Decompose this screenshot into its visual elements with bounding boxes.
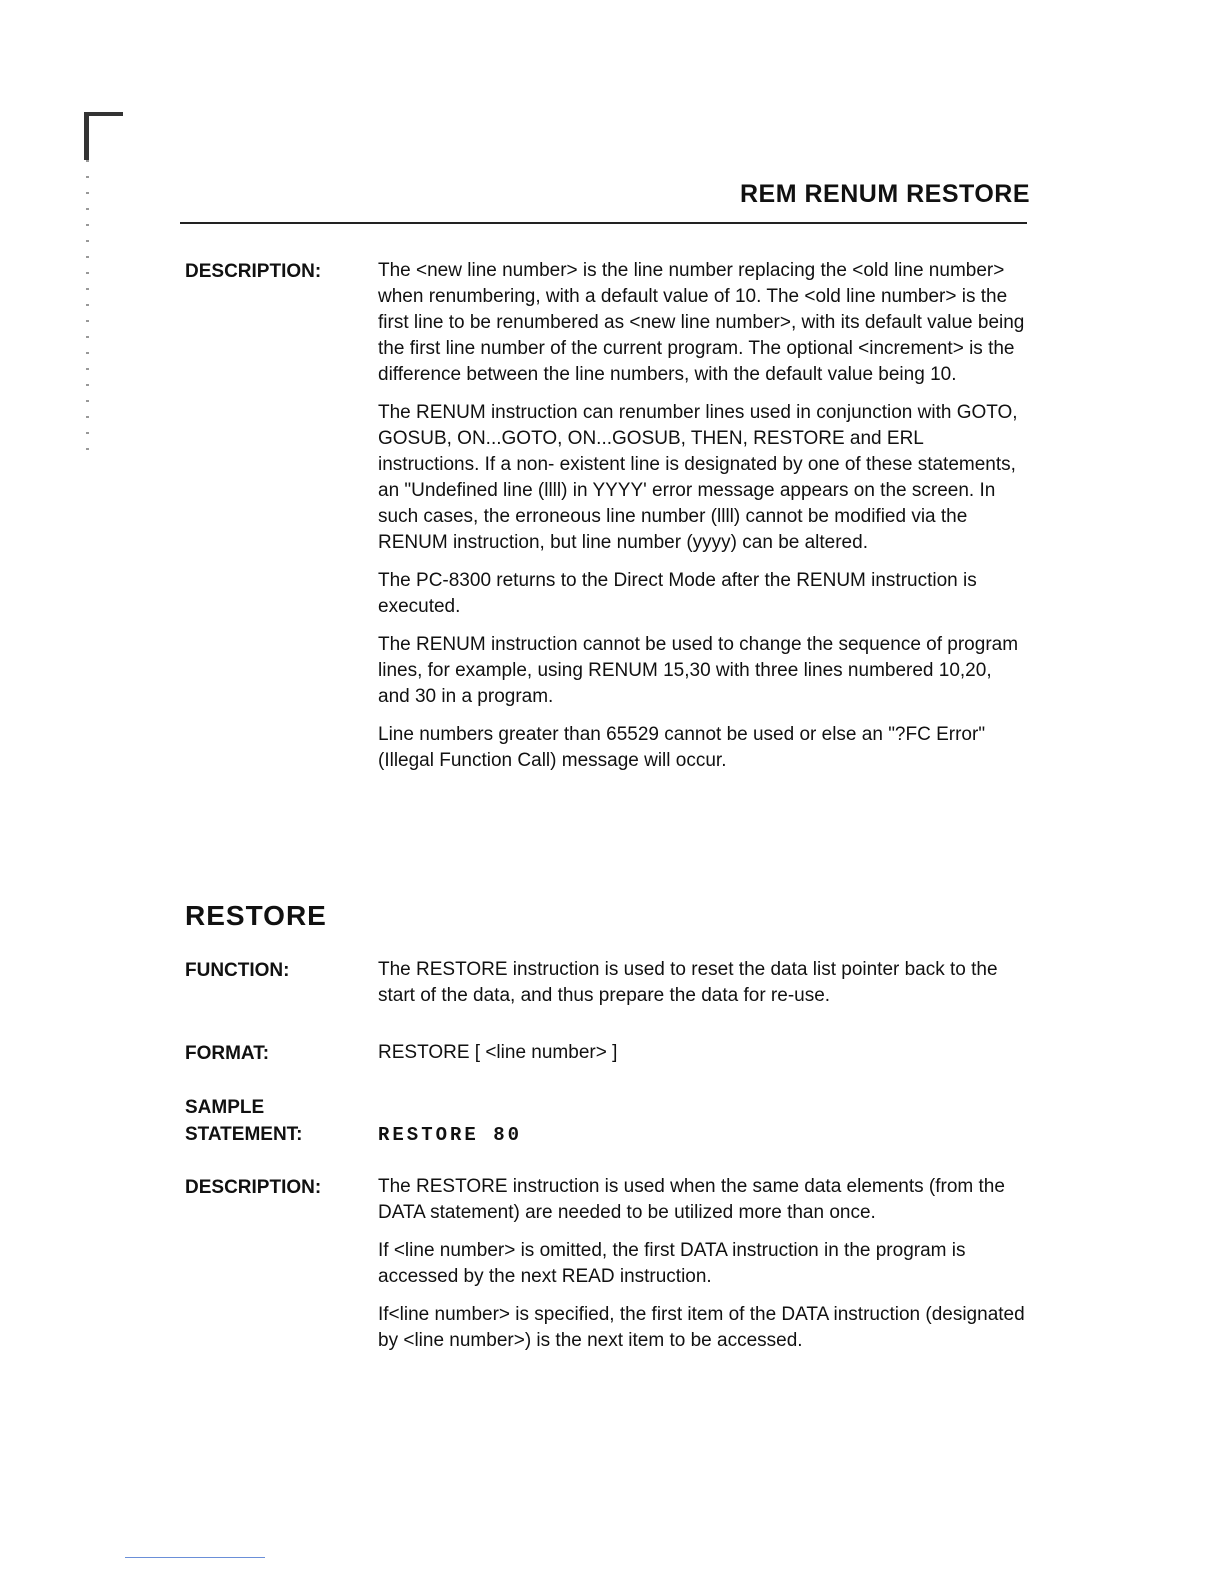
- restore-function-paragraph: The RESTORE instruction is used to reset the data list pointer back to the start of the data, and thus prepare the data for re-use.: [378, 959, 998, 1006]
- restore-function-label: FUNCTION:: [185, 960, 290, 981]
- restore-sample-statement: RESTORE 80: [378, 1124, 523, 1146]
- renum-description-label: DESCRIPTION:: [185, 261, 322, 282]
- restore-paragraph: The RESTORE instruction is used when the same data elements (from the DATA statement) are needed to be utilized more than once.: [378, 1176, 1005, 1223]
- restore-function-text: [378, 957, 1028, 1021]
- scan-bottom-line: [125, 1557, 265, 1558]
- restore-paragraph: If<line number> is specified, the first item of the DATA instruction (designated by <line number>) is the next item to be accessed.: [378, 1304, 1025, 1351]
- restore-sample-label: [185, 1094, 303, 1148]
- restore-paragraph: If <line number> is omitted, the first DATA instruction in the program is accessed by the next READ instruction.: [378, 1240, 966, 1287]
- renum-paragraph: Line numbers greater than 65529 cannot be used or else an "?FC Error" (Illegal Function Call) message will occur.: [378, 724, 986, 771]
- renum-paragraph: The PC-8300 returns to the Direct Mode after the RENUM instruction is executed.: [378, 570, 977, 617]
- renum-paragraph: The RENUM instruction cannot be used to change the sequence of program lines, for example, using RENUM 15,30 with three lines numbered 10,20, and 30 in a program.: [378, 634, 1019, 707]
- sample-label-line2: STATEMENT:: [185, 1124, 303, 1145]
- restore-description-body: [378, 1174, 1028, 1366]
- restore-format-label: FORMAT:: [185, 1043, 270, 1064]
- renum-paragraph: The RENUM instruction can renumber lines used in conjunction with GOTO, GOSUB, ON...GOTO, ON...GOSUB, THEN, RESTORE and ERL instructions. If a non- existent line is designated by one of these statements, an "Undefined line (llll) in YYYY' error message appears on the screen. In such cases, the erroneous line number (llll) cannot be modified via the RENUM instruction, but line number (yyyy) can be altered.: [378, 402, 1018, 553]
- scan-edge-dots: [86, 160, 89, 460]
- restore-format-text: RESTORE [ <line number> ]: [378, 1042, 618, 1063]
- restore-description-label: DESCRIPTION:: [185, 1177, 322, 1198]
- sample-label-line1: SAMPLE: [185, 1097, 265, 1118]
- restore-section-heading: RESTORE: [185, 900, 327, 931]
- scan-corner-mark: [84, 112, 123, 160]
- header-divider: [180, 222, 1027, 224]
- renum-description-body: [378, 258, 1028, 786]
- page-header-title: REM RENUM RESTORE: [739, 180, 1030, 208]
- renum-paragraph: The <new line number> is the line number replacing the <old line number> when renumbering, with a default value of 10. The <old line number> is the first line to be renumbered as <new line number>, with its default value being the first line number of the current program. The optional <increment> is the difference between the line numbers, with the default value being 10.: [378, 260, 1025, 385]
